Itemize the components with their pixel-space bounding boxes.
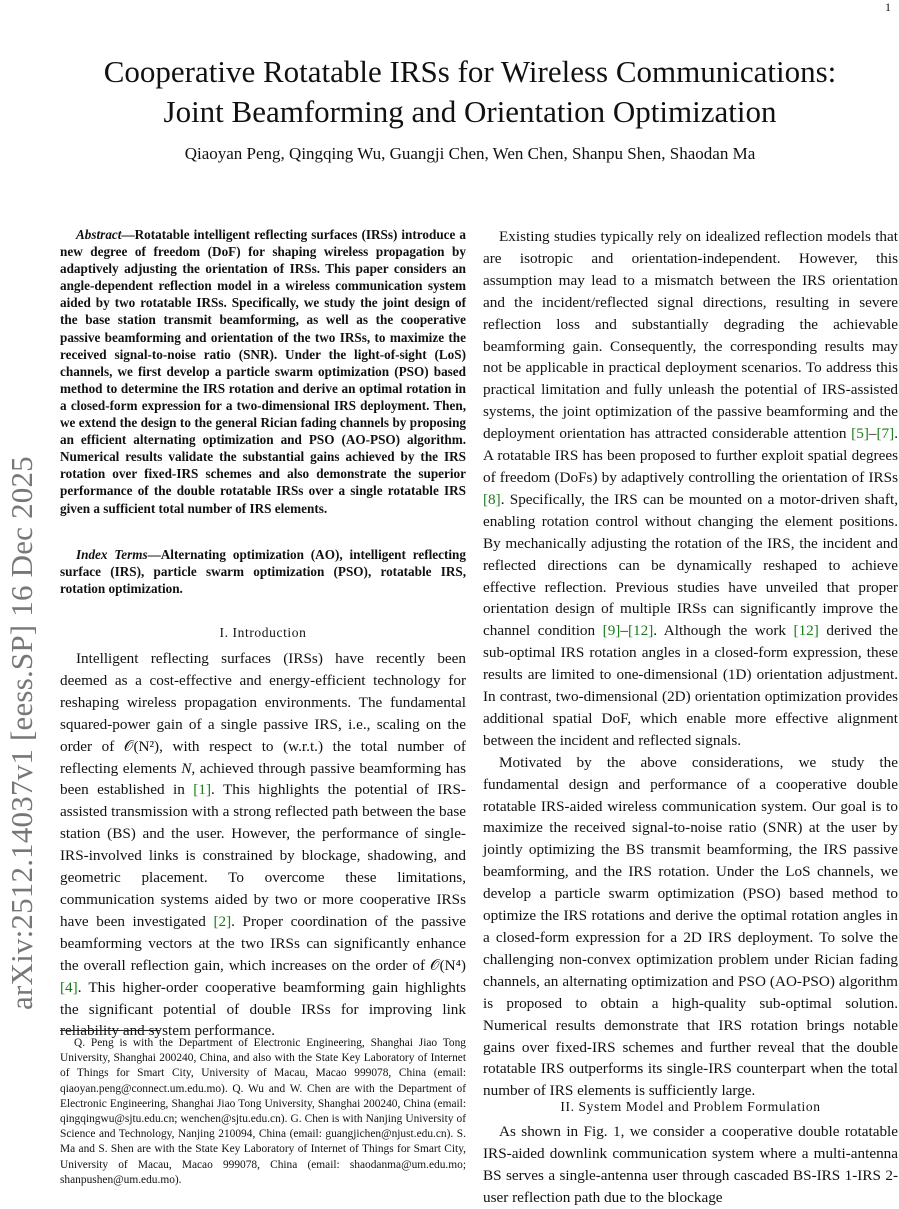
- introduction-body-continued: [483, 226, 898, 1102]
- citation-link[interactable]: [4]: [60, 978, 78, 996]
- text-run: . Proper coordination of the passive beamforming vectors at the two IRSs can significantly enhance the overall reflection gain, which increases on the order of: [60, 912, 466, 974]
- introduction-body: [60, 648, 466, 1042]
- title-line-1: Cooperative Rotatable IRSs for Wireless Communications:: [103, 54, 837, 89]
- system-model-paragraph: As shown in Fig. 1, we consider a cooperative double rotatable IRS-aided downlink communication system where a multi-antenna BS serves a single-antenna user through cascaded BS-IRS 1-IRS 2-user reflection path due to the blockage: [483, 1123, 898, 1206]
- citation-link[interactable]: [7]: [876, 425, 895, 443]
- citation-link[interactable]: [2]: [213, 912, 232, 930]
- arxiv-stamp-text[interactable]: arXiv:2512.14037v1 [eess.SP] 16 Dec 2025: [4, 456, 39, 1010]
- citation-link[interactable]: [1]: [193, 781, 212, 799]
- title-line-2: Joint Beamforming and Orientation Optimization: [163, 94, 777, 129]
- index-terms-label: Index Terms: [76, 547, 148, 562]
- text-run: . This higher-order cooperative beamforming gain highlights the significant potential of double IRSs for improving link reliability and system performance.: [60, 978, 466, 1040]
- author-list: Qiaoyan Peng, Qingqing Wu, Guangji Chen, Wen Chen, Shanpu Shen, Shaodan Ma: [184, 144, 756, 163]
- intro-paragraph: [60, 648, 466, 1042]
- math-order-n4: 𝒪(N⁴): [430, 956, 466, 974]
- text-run: . Specifically, the IRS can be mounted on a motor-driven shaft, enabling rotation control without changing the element positions. By mechanically adjusting the rotation of the IRS, the incident and reflected directions can be dynamically reshaped to achieve effective reflection. Previous studies have unveiled that proper orientation design of multiple IRSs can significantly improve the channel condition: [483, 490, 898, 640]
- footnote-rule: [60, 1030, 160, 1031]
- text-run: , with respect to (w.r.t.) the total number of reflecting elements: [60, 737, 466, 777]
- citation-link[interactable]: [12]: [627, 622, 654, 640]
- intro-paragraph: Motivated by the above considerations, we study the fundamental design and performance of a cooperative double rotatable IRS-aided wireless communication system. Our goal is to maximize the received signal-to-noise ratio (SNR) at the user by jointly optimizing the BS transmit beamforming, the IRS passive beamforming, and the IRS rotation. Under the LoS channels, we develop a particle swarm optimization (PSO) based method to optimize the IRS rotations and derive the optimal rotation angles in a closed-form expression for a 2D IRS deployment. To solve the challenging non-convex optimization problem under Rician fading channels, an alternating optimization and PSO (AO-PSO) algorithm is proposed to obtain a high-quality sub-optimal solution. Numerical results demonstrate that IRS rotation brings notable gains over fixed-IRS schemes and further reveal that the double rotatable IRS outperforms its single-IRS counterpart when the total number of IRS elements is sufficiently large.: [483, 753, 898, 1100]
- page-number: 1: [885, 0, 891, 14]
- paper-title: [40, 52, 899, 132]
- index-terms: [60, 546, 466, 597]
- text-run: . Although the work: [653, 622, 794, 640]
- citation-link[interactable]: [12]: [793, 622, 819, 640]
- citation-link[interactable]: [9]: [602, 622, 621, 640]
- math-var-n: N: [181, 759, 192, 777]
- system-model-body: [483, 1121, 898, 1209]
- text-run: . This highlights the potential of IRS-assisted transmission with a strong reflected path between the base station (BS) and the user. However, the performance of single-IRS-involved links is constrained by blockage, shadowing, and geometric placement. To overcome these limitations, communication systems aided by two or more cooperative IRSs have been investigated: [60, 781, 466, 930]
- citation-link[interactable]: [8]: [483, 490, 501, 508]
- text-run: Existing studies typically rely on idealized reflection models that are isotropic and orientation-independent. However, this assumption may lead to a mismatch between the IRS orientation and the incident/reflected signal directions, resulting in severe reflection loss and substantially degrading the achievable beamforming gain. Consequently, the corresponding results may not be applicable in practical deployment scenarios. To address this practical limitation and fully unleash the potential of IRS-assisted systems, the joint optimization of the passive beamforming and the deployment orientation has attracted considerable attention: [483, 228, 898, 443]
- text-run: derived the sub-optimal IRS rotation angles in a closed-form expression, these results are limited to one-dimensional (1D) orientation adjustment. In contrast, two-dimensional (2D) orientation optimization provides additional spatial DoF, which enable more effective alignment between the incident and reflected signals.: [483, 622, 898, 749]
- text-run: . A rotatable IRS has been proposed to further exploit spatial degrees of freedom (DoFs) by adaptively controlling the orientation of IRSs: [483, 425, 898, 486]
- author-footnote: Q. Peng is with the Department of Electronic Engineering, Shanghai Jiao Tong University, Shanghai 200240, China, and also with the State Key Laboratory of Internet of Things for Smart City, University of Macau, Macao 999078, China (email: qiaoyan.peng@connect.um.edu.mo). Q. Wu and W. Chen are with the Department of Electronic Engineering, Shanghai Jiao Tong University, Shanghai 200240, China (email: qingqingwu@sjtu.edu.cn; wenchen@sjtu.edu.cn). G. Chen is with Nanjing University of Science and Technology, Nanjing 210094, China (email: guangjichen@njust.edu.cn). S. Ma and S. Shen are with the State Key Laboratory of Internet of Things for Smart City, University of Macau, Macao 999078, China (email: shaodanma@um.edu.mo; shanpushen@um.edu.mo).: [60, 1037, 466, 1186]
- text-run: , achieved through passive beamforming has been established in: [60, 759, 466, 799]
- abstract: [60, 226, 466, 517]
- citation-link[interactable]: [5]: [851, 425, 869, 443]
- text-run: Intelligent reflecting surfaces (IRSs) have recently been deemed as a cost-effective and energy-efficient technology for reshaping wireless propagation environments. The fundamental squared-power gain of a single passive IRS, i.e., scaling on the order of: [60, 650, 466, 755]
- abstract-label: Abstract: [76, 227, 122, 242]
- section-heading-introduction: I. Introduction: [219, 625, 307, 640]
- math-order-n2: 𝒪(N²): [123, 737, 160, 755]
- section-heading-system-model: II. System Model and Problem Formulation: [560, 1099, 821, 1114]
- abstract-text: —Rotatable intelligent reflecting surfaces (IRSs) introduce a new degree of freedom (DoF) for shaping wireless propagation by adaptively adjusting the orientation of IRSs. This paper considers an angle-dependent reflection model in a wireless communication system aided by two rotatable IRSs. Specifically, we study the joint design of the base station transmit beamforming, as well as the cooperative passive beamforming and orientation of the two IRSs, to maximize the received signal-to-noise ratio (SNR). Under the light-of-sight (LoS) channels, we first develop a particle swarm optimization (PSO) based method to determine the IRS rotation and derive an optimal rotation in a closed-form expression for a two-dimensional IRS deployment. Then, we extend the design to the general Rician fading channels by proposing an efficient alternating optimization and PSO (AO-PSO) algorithm. Numerical results validate the substantial gains achieved by the IRS rotation over fixed-IRS schemes and also demonstrate the superior performance of the double rotatable IRSs over a single rotatable IRS given a sufficient total number of IRS elements.: [60, 227, 466, 516]
- index-terms-text: —Alternating optimization (AO), intelligent reflecting surface (IRS), particle swarm optimization (PSO), rotatable IRS, rotation optimization.: [60, 547, 466, 597]
- intro-paragraph: Existing studies typically rely on idealized reflection models that are isotropic and orientation-independent. However, this assumption may lead to a mismatch between the IRS orientation and the incident/reflected signal directions, resulting in severe reflection loss and substantially degrading the achievable beamforming gain. Consequently, the corresponding results may not be applicable in practical deployment scenarios. To address this practical limitation and fully unleash the potential of IRS-assisted systems, the joint optimization of the passive beamforming and the deployment orientation has attracted considerable attention [5]–[7]. A rotatable IRS has been proposed to further exploit spatial degrees of freedom (DoFs) by adaptively controlling the orientation of IRSs [8]. Specifically, the IRS can be mounted on a motor-driven shaft, enabling rotation control without changing the element positions. By mechanically adjusting the rotation of the IRS, the incident and reflected directions can be dynamically reshaped to achieve effective reflection. Previous studies have unveiled that proper orientation design of multiple IRSs can significantly improve the channel condition [9]–[12]. Although the work [12] derived the sub-optimal IRS rotation angles in a closed-form expression, these results are limited to one-dimensional (1D) orientation adjustment. In contrast, two-dimensional (2D) orientation optimization provides additional spatial DoF, which enable more effective alignment between the incident and reflected signals.: [483, 228, 898, 749]
